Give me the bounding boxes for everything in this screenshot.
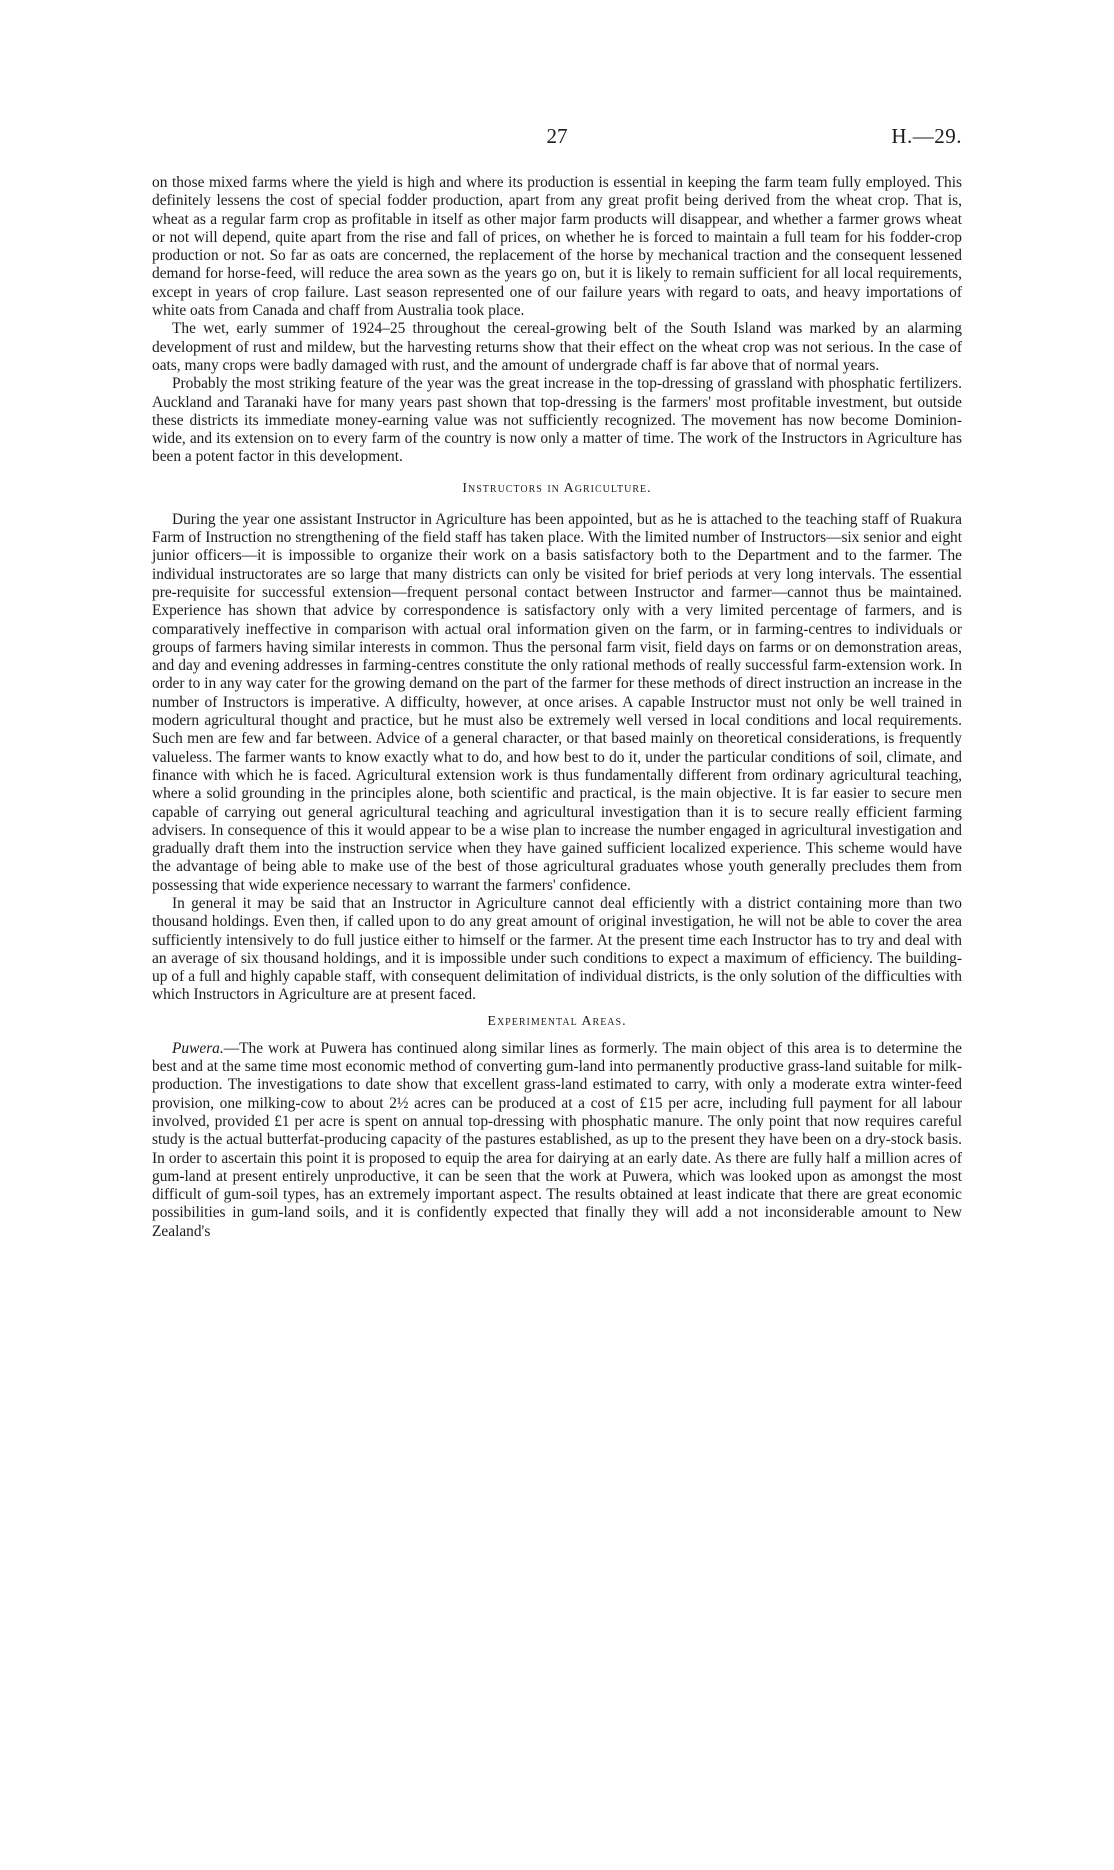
puwera-lead-label: Puwera. — [172, 1039, 224, 1057]
paragraph-rust-mildew: The wet, early summer of 1924–25 throughout the cereal-growing belt of the South Island was marked by an alarming development of rust and mildew, but the harvesting returns show that their effect on the wheat crop was not serious. In the case of oats, many crops were badly damaged with rust, and the amount of undergrade chaff is far above that of normal years. — [152, 320, 962, 374]
body-text — [152, 174, 962, 1241]
page-header — [152, 124, 962, 154]
paragraph-top-dressing: Probably the most striking feature of the year was the great increase in the top-dressing of grassland with phosphatic fertilizers. Auckland and Taranaki have for many years past shown that top-dressing is the farmers' most profitable investment, but outside these districts its immediate money-earning value was not sufficiently recognized. The movement has now become Dominion-wide, and its extension on to every farm of the country is now only a matter of time. The work of the Instructors in Agriculture has been a potent factor in this development. — [152, 375, 962, 466]
paragraph-holdings: In general it may be said that an Instructor in Agriculture cannot deal efficiently with a district containing more than two thousand holdings. Even then, if called upon to do any great amount of original investigation, he will not be able to cover the area sufficiently intensively to do full justice either to himself or the farmer. At the present time each Instructor has to try and deal with an average of six thousand holdings, and it is impossible under such conditions to expect a maximum of efficiency. The building-up of a full and highly capable staff, with consequent delimitation of individual districts, is the only solution of the difficulties with which Instructors in Agriculture are at present faced. — [152, 894, 962, 1004]
page-number: 27 — [546, 124, 568, 148]
paragraph-assistant-instructor: During the year one assistant Instructor in Agriculture has been appointed, but as he is attached to the teaching staff of Ruakura Farm of Instruction no strengthening of the field staff has taken place. With the limited number of Instructors—six senior and eight junior officers—it is impossible to organize their work on a basis satisfactory both to the Department and to the farmer. The individual instructorates are so large that many districts can only be visited for brief periods at very long intervals. The essential pre-requisite for successful extension—frequent personal contact between Instructor and farmer—cannot thus be maintained. Experience has shown that advice by correspondence is satisfactory only with a very limited percentage of farmers, and is comparatively ineffective in comparison with actual oral information given on the farm, or in farming-centres to individuals or groups of farmers having similar interests in common. Thus the personal farm visit, field days on farms or on demonstration areas, and day and evening addresses in farming-centres constitute the only rational methods of really successful farm-extension work. In order to in any way cater for the growing demand on the part of the farmer for these methods of direct instruction an increase in the number of Instructors is imperative. A difficulty, however, at once arises. A capable Instructor must not only be well trained in modern agricultural thought and practice, but he must also be extremely well versed in local conditions and local requirements. Such men are few and far between. Advice of a general character, or that based mainly on theoretical considerations, is frequently valueless. The farmer wants to know exactly what to do, and how best to do it, under the particular conditions of soil, climate, and finance with which he is faced. Agricultural extension work is thus fundamentally different from ordinary agricultural teaching, where a solid grounding in the principles alone, both scientific and practical, is the main objective. It is far easier to secure men capable of carrying out general agricultural teaching and agricultural investigation than it is to secure really efficient farming advisers. In consequence of this it would appear to be a wise plan to increase the number engaged in agricultural investigation and gradually draft them into the instruction service when they have gained sufficient localized experience. This scheme would have the advantage of being able to make use of the best of those agricultural graduates whose youth generally precludes them from possessing that wide experience necessary to warrant the farmers' confidence. — [152, 510, 962, 894]
document-reference: H.—29. — [891, 124, 962, 148]
heading-instructors-in-agriculture: Instructors in Agriculture. — [462, 480, 652, 496]
puwera-text: —The work at Puwera has continued along similar lines as formerly. The main object of this area is to determine the best and at the same time most economic method of converting gum-land into permanently productive grass-land suitable for milk-production. The investigations to date show that excellent grass-land estimated to carry, with only a moderate extra winter-feed provision, one milking-cow to about 2½ acres can be produced at a cost of £15 per acre, including full payment for all labour involved, provided £1 per acre is spent on annual top-dressing with phosphatic manure. The only point that now requires careful study is the actual butterfat-producing capacity of the pastures established, as up to the present they have been on a dry-stock basis. In order to ascertain this point it is proposed to equip the area for dairying at an early date. As there are fully half a million acres of gum-land at present entirely unproductive, it can be seen that the work at Puwera, which was looked upon as amongst the most difficult of gum-soil types, has an extremely important aspect. The results obtained at least indicate that there are great economic possibilities in gum-land soils, and it is confidently expected that finally they will add a not inconsiderable amount to New Zealand's — [152, 1039, 962, 1240]
heading-experimental-areas: Experimental Areas. — [487, 1013, 627, 1029]
paragraph-puwera — [152, 1040, 962, 1241]
paragraph-continuation: on those mixed farms where the yield is high and where its production is essential in keeping the farm team fully employed. This definitely lessens the cost of special fodder production, apart from any great profit being derived from the wheat crop. That is, wheat as a regular farm crop as profitable in itself as other major farm products will disappear, and whether a farmer grows wheat or not will depend, quite apart from the rise and fall of prices, on whether he is forced to maintain a full team for his fodder-crop production or not. So far as oats are concerned, the replacement of the horse by mechanical traction and the consequent lessened demand for horse-feed, will reduce the area sown as the years go on, but it is likely to remain sufficient for all local requirements, except in years of crop failure. Last season represented one of our failure years with regard to oats, and heavy importations of white oats from Canada and chaff from Australia took place. — [152, 174, 962, 320]
